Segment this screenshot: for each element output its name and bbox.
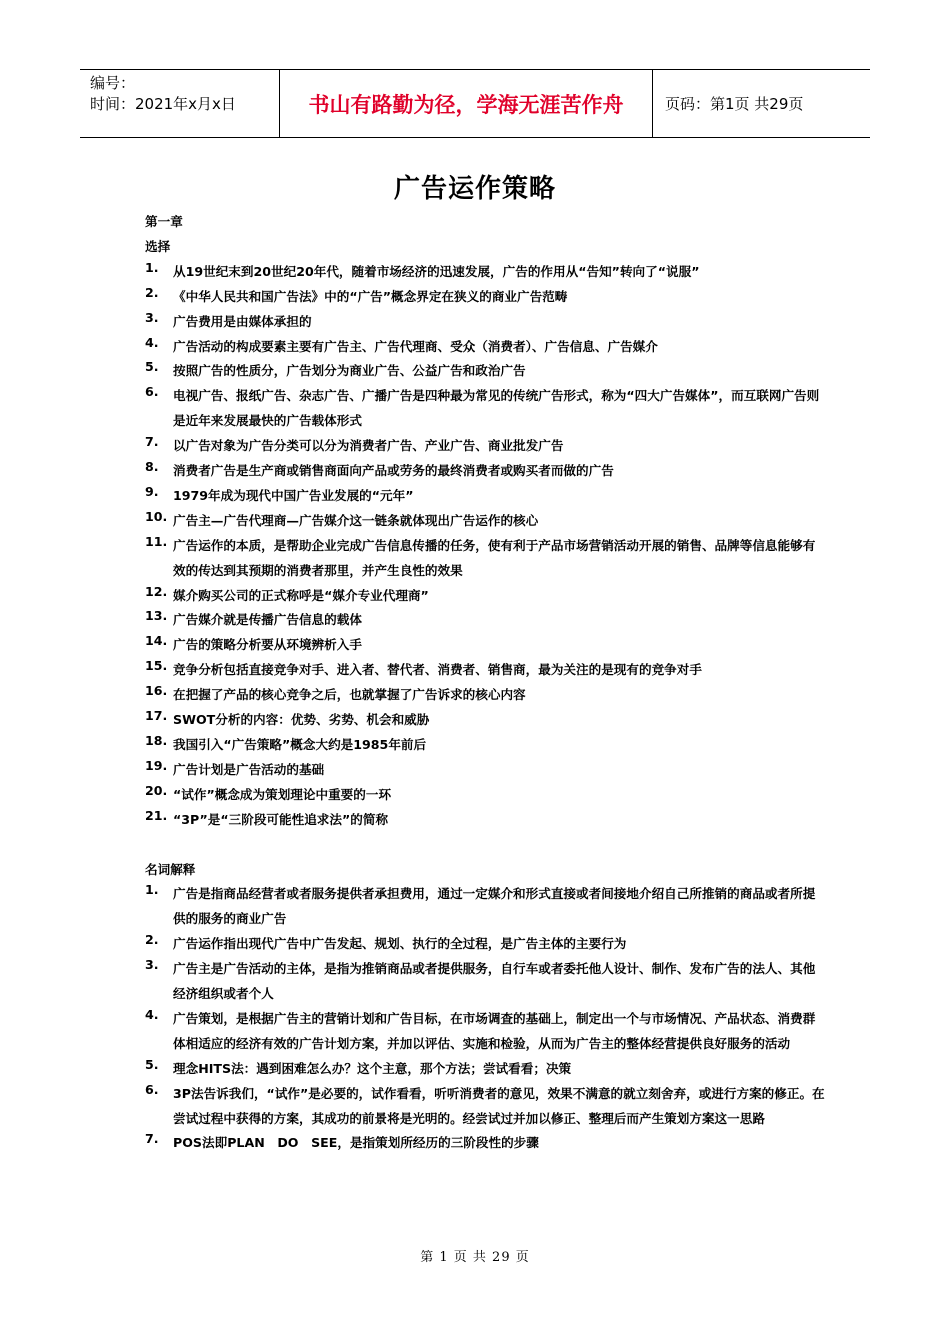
page-header [80, 69, 870, 138]
item-number: 5. [145, 359, 159, 375]
item-text: 广告媒介就是传播广告信息的载体 [173, 612, 362, 628]
item-number: 2. [145, 932, 159, 948]
item-text: 广告运作指出现代广告中广告发起、规划、执行的全过程，是广告主体的主要行为 [173, 936, 627, 952]
list-item [145, 534, 825, 584]
list-item [145, 285, 825, 310]
list-item [145, 733, 825, 758]
item-number: 6. [145, 384, 159, 400]
list-item [145, 434, 825, 459]
list-item [145, 608, 825, 633]
list-item [145, 584, 825, 609]
item-text: 广告是指商品经营者或者服务提供者承担费用，通过一定媒介和形式直接或者间接地介绍自己所推销的商品或者所提供的服务的商业广告 [173, 886, 816, 927]
page-footer: 第 1 页 共 29 页 [420, 1250, 530, 1265]
terms-list [145, 882, 825, 1156]
list-item [145, 310, 825, 335]
item-text: 广告主—广告代理商—广告媒介这一链条就体现出广告运作的核心 [173, 512, 539, 528]
item-text: 在把握了产品的核心竞争之后，也就掌握了广告诉求的核心内容 [173, 687, 526, 703]
item-text: 竞争分析包括直接竞争对手、进入者、替代者、消费者、销售商，最为关注的是现有的竞争对手 [173, 662, 702, 678]
list-item [145, 932, 825, 957]
list-item [145, 1007, 825, 1057]
item-number: 7. [145, 434, 159, 450]
item-text: 按照广告的性质分，广告划分为商业广告、公益广告和政治广告 [173, 363, 526, 379]
item-number: 5. [145, 1056, 159, 1072]
list-item [145, 1057, 825, 1082]
item-number: 20. [145, 782, 168, 798]
item-text: 广告主是广告活动的主体，是指为推销商品或者提供服务，自行车或者委托他人设计、制作、发布广告的法人、其他经济组织或者个人 [173, 961, 816, 1002]
item-text: 媒介购买公司的正式称呼是“媒介专业代理商” [173, 587, 429, 603]
item-text: 广告活动的构成要素主要有广告主、广告代理商、受众（消费者）、广告信息、广告媒介 [173, 338, 658, 354]
section-heading-terms: 名词解释 [145, 861, 196, 877]
item-text: 广告策划，是根据广告主的营销计划和广告目标，在市场调查的基础上，制定出一个与市场情况、产品状态、消费群体相适应的经济有效的广告计划方案，并加以评估、实施和检验，从而为广告主的整体经营提供良好服务的活动 [173, 1010, 816, 1051]
item-number: 7. [145, 1131, 159, 1147]
item-text: 3P法告诉我们，“试作”是必要的，试作看看，听听消费者的意见，效果不满意的就立刻舍弃，或进行方案的修正。在尝试过程中获得的方案，其成功的前景将是光明的。经尝试过并加以修正、整理后而产生策划方案这一思路 [173, 1085, 825, 1126]
list-item [145, 957, 825, 1007]
document-title: 广告运作策略 [393, 174, 556, 204]
list-item [145, 808, 825, 833]
item-number: 9. [145, 483, 159, 499]
choice-list [145, 260, 825, 833]
item-number: 19. [145, 757, 168, 773]
list-item [145, 484, 825, 509]
item-text: “3P”是“三阶段可能性追求法”的简称 [173, 811, 389, 827]
list-item [145, 633, 825, 658]
header-meta [80, 70, 280, 137]
item-text: 广告计划是广告活动的基础 [173, 761, 325, 777]
item-text: “试作”概念成为策划理论中重要的一环 [173, 786, 392, 802]
item-text: 《中华人民共和国广告法》中的“广告”概念界定在狭义的商业广告范畴 [173, 288, 568, 304]
item-number: 16. [145, 683, 168, 699]
item-number: 10. [145, 508, 168, 524]
section-heading-choice: 选择 [145, 238, 171, 254]
item-number: 3. [145, 309, 159, 325]
item-text: 1979年成为现代中国广告业发展的“元年” [173, 487, 414, 503]
item-text: 广告的策略分析要从环境辨析入手 [173, 637, 362, 653]
item-text: 广告运作的本质，是帮助企业完成广告信息传播的任务，使有利于产品市场营销活动开展的销售、品牌等信息能够有效的传达到其预期的消费者那里，并产生良性的效果 [173, 537, 816, 578]
item-number: 21. [145, 807, 168, 823]
list-item [145, 683, 825, 708]
list-item [145, 658, 825, 683]
item-number: 17. [145, 708, 168, 724]
list-item [145, 882, 825, 932]
item-number: 13. [145, 608, 168, 624]
item-number: 11. [145, 533, 168, 549]
item-number: 18. [145, 733, 168, 748]
item-number: 12. [145, 583, 168, 599]
item-text: 理念HITS法：遇到困难怎么办？这个主意，那个方法；尝试看看；决策 [173, 1060, 572, 1076]
item-text: 从19世纪末到20世纪20年代，随着市场经济的迅速发展，广告的作用从“告知”转向了“说服” [173, 263, 700, 279]
list-item [145, 335, 825, 360]
list-item [145, 384, 825, 434]
time-label: 时间：2021年x月x日 [90, 95, 236, 113]
list-item [145, 1082, 825, 1132]
list-item [145, 708, 825, 733]
item-text: 广告费用是由媒体承担的 [173, 313, 312, 329]
item-text: 电视广告、报纸广告、杂志广告、广播广告是四种最为常见的传统广告形式，称为“四大广告媒体”，而互联网广告则是近年来发展最快的广告载体形式 [173, 388, 820, 429]
list-item [145, 758, 825, 783]
list-item [145, 783, 825, 808]
section-spacer [145, 833, 825, 858]
item-number: 15. [145, 658, 168, 674]
item-number: 8. [145, 459, 159, 475]
item-text: SWOT分析的内容：优势、劣势、机会和威胁 [173, 712, 430, 728]
chapter-heading: 第一章 [145, 214, 183, 229]
list-item [145, 260, 825, 285]
header-motto: 书山有路勤为径，学海无涯苦作舟 [280, 70, 653, 137]
item-number: 2. [145, 284, 159, 300]
list-item [145, 359, 825, 384]
item-text: 以广告对象为广告分类可以分为消费者广告、产业广告、商业批发广告 [173, 438, 564, 454]
list-item [145, 459, 825, 484]
document-body [145, 210, 825, 1156]
list-item [145, 1131, 825, 1156]
item-number: 4. [145, 334, 159, 350]
item-text: POS法即PLAN DO SEE，是指策划所经历的三阶段性的步骤 [173, 1135, 539, 1151]
code-label: 编号： [90, 74, 136, 92]
item-text: 我国引入“广告策略”概念大约是1985年前后 [173, 737, 427, 752]
item-number: 14. [145, 633, 168, 649]
header-page-info: 页码：第1页 共29页 [665, 95, 804, 113]
item-number: 4. [145, 1006, 159, 1022]
item-number: 6. [145, 1081, 159, 1097]
item-number: 1. [145, 882, 159, 898]
item-text: 消费者广告是生产商或销售商面向产品或劳务的最终消费者或购买者而做的广告 [173, 463, 614, 479]
item-number: 3. [145, 957, 159, 973]
list-item [145, 509, 825, 534]
item-number: 1. [145, 259, 159, 275]
